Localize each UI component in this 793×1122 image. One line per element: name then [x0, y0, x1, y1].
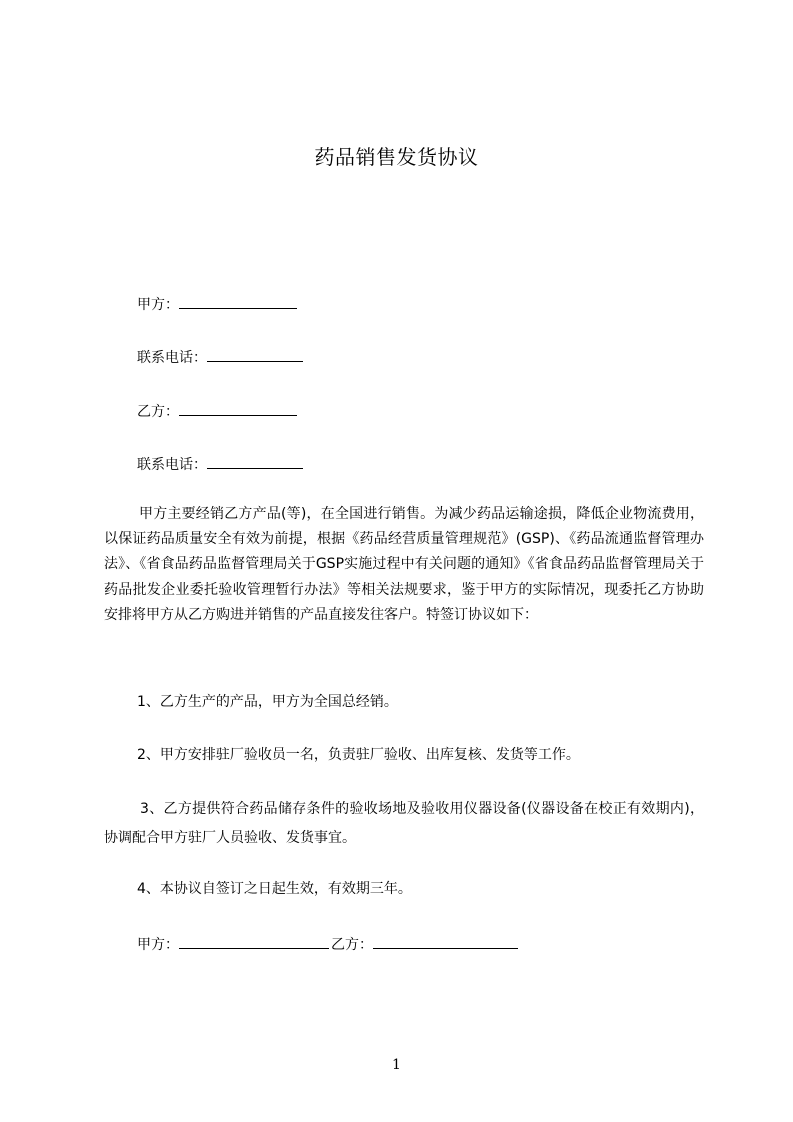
party-a-label: 甲方：: [137, 297, 179, 313]
party-b-blank: [179, 400, 297, 416]
party-a-phone-line: [137, 346, 303, 368]
party-a-blank: [179, 293, 297, 309]
signature-party-b-label: 乙方：: [331, 937, 373, 953]
signature-line: [137, 933, 520, 955]
party-b-phone-blank: [207, 453, 303, 469]
clause-1: 1、乙方生产的产品，甲方为全国总经销。: [137, 694, 398, 710]
party-b-label: 乙方：: [137, 404, 179, 420]
clause-4: 4、本协议自签订之日起生效，有效期三年。: [137, 881, 412, 897]
page-number: 1: [392, 1057, 401, 1073]
signature-party-b-blank: [373, 933, 518, 949]
document-title: 药品销售发货协议: [314, 145, 479, 169]
party-a-phone-blank: [207, 346, 303, 362]
clause-3: 3、乙方提供符合药品储存条件的验收场地及验收用仪器设备(仪器设备在校正有效期内)，协调配合甲方驻厂人员验收、发货事宜。: [104, 801, 704, 846]
party-a-line: [137, 293, 297, 315]
party-b-phone-label: 联系电话：: [137, 457, 207, 473]
party-b-phone-line: [137, 453, 303, 475]
party-b-line: [137, 400, 297, 422]
intro-paragraph: 甲方主要经销乙方产品(等)，在全国进行销售。为减少药品运输途损，降低企业物流费用，以保证药品质量安全有效为前提，根据《药品经营质量管理规范》(GSP)、《药品流通监督管理办法》、《省食品药品监督管理局关于GSP实施过程中有关问题的通知》《省食品药品监督管理局关于药品批发企业委托验收管理暂行办法》等相关法规要求，鉴于甲方的实际情况，现委托乙方协助安排将甲方从乙方购进并销售的产品直接发往客户。特签订协议如下：: [104, 506, 704, 623]
party-a-phone-label: 联系电话：: [137, 350, 207, 366]
signature-party-a-blank: [179, 933, 329, 949]
clause-2: 2、甲方安排驻厂验收员一名，负责驻厂验收、出库复核、发货等工作。: [137, 747, 580, 763]
signature-party-a-label: 甲方：: [137, 937, 179, 953]
